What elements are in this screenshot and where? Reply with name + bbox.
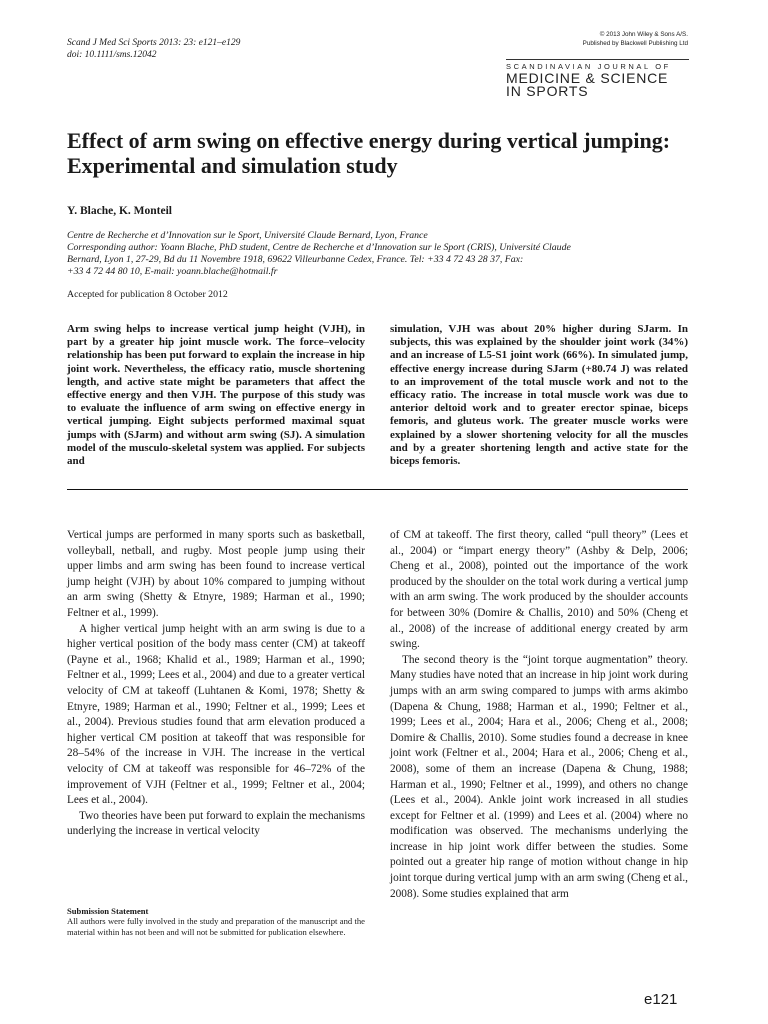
accepted-date: Accepted for publication 8 October 2012 xyxy=(67,289,228,300)
abstract-left: Arm swing helps to increase vertical jump height (VJH), in part by a greater hip joint muscle work. The force–velocity relationship has been put forward to explain the increase in hip joint work. Nevertheless, the efficacy ratio, muscle shortening length, and active state might be parameters that affect the effective energy and then VJH. The purpose of this study was to evaluate the influence of arm swing on effective energy in vertical jumping. Eight subjects performed maximal squat jumps with (SJarm) and without arm swing (SJ). A simulation model of the musculo-skeletal system was applied. For subjects and xyxy=(67,323,365,468)
body-paragraph: The second theory is the “joint torque augmentation” theory. Many studies have noted that an increase in hip joint work during jumps with an arm swing compared to jumps with arms akimbo (Dapena & Chung, 1988; Harman et al., 1990; Feltner et al., 1999; Lees et al., 2004; Hara et al., 2006; Cheng et al., 2008; Domire & Challis, 2010). Some studies found a decrease in knee joint work (Feltner et al., 2004; Hara et al., 2006; Cheng et al., 2008), some of them an increase (Dapena & Chung, 1988; Harman et al., 1990; Feltner et al., 1999), and others no change (Lees et al., 2004). Ankle joint work increased in all studies except for Feltner et al. (1999) and Lees et al. (2004) where no modification was observed. The mechanisms underlying the increase in hip joint work differ between the studies. Some pointed out a greater hip range of motion without change in hip joint torque during vertical jump with an arm swing (Cheng et al., 2008). Some studies explained that arm xyxy=(390,653,688,900)
section-divider xyxy=(67,489,688,490)
body-left-column xyxy=(67,528,365,840)
authors: Y. Blache, K. Monteil xyxy=(67,205,172,217)
citation-header xyxy=(67,37,240,61)
journal-rule xyxy=(506,59,689,60)
journal-name-line3: IN SPORTS xyxy=(506,82,589,99)
title-line: Effect of arm swing on effective energy during vertical jumping: xyxy=(67,128,671,153)
body-paragraph: of CM at takeoff. The first theory, called “pull theory” (Lees et al., 2004) or “impart energy theory” (Ashby & Delp, 2006; Cheng et al., 2008), pointed out the importance of the work produced by the shoulder on the total work during a vertical jump with an arm swing. The work produced by the shoulder accounts for between 30% (Domire & Challis, 2010) and 50% (Cheng et al., 2008) of the increase of additional energy created by arm swing. xyxy=(390,529,688,651)
title-line: Experimental and simulation study xyxy=(67,153,398,178)
submission-heading: Submission Statement xyxy=(67,906,149,916)
doi-line: doi: 10.1111/sms.12042 xyxy=(67,50,157,60)
journal-name-line2: MEDICINE & SCIENCE xyxy=(506,69,669,86)
article-title xyxy=(67,128,707,178)
copyright-line: © 2013 John Wiley & Sons A/S. xyxy=(599,31,688,38)
affiliation-line: +33 4 72 44 80 10, E-mail: yoann.blache@hotmail.fr xyxy=(67,266,278,277)
publisher-info xyxy=(583,30,688,48)
page-number: e121 xyxy=(644,991,678,1008)
publisher-line: Published by Blackwell Publishing Ltd xyxy=(582,40,688,47)
affiliation xyxy=(67,230,707,278)
affiliation-line: Bernard, Lyon 1, 27-29, Bd du 11 Novembre 1918, 69622 Villeurbanne Cedex, France. Tel: +33 4 72 43 28 37, Fax: xyxy=(67,254,524,265)
body-paragraph: A higher vertical jump height with an arm swing is due to a higher vertical position of the body mass center (CM) at takeoff (Payne et al., 1968; Khalid et al., 1989; Harman et al., 1990; Feltner et al., 1999; Lees et al., 2004) and due to a greater vertical velocity of CM at takeoff (Luhtanen & Komi, 1978; Shetty & Etnyre, 1989; Harman et al., 1990; Feltner et al., 1999; Lees et al., 2004). Previous studies found that arm elevation produced a higher vertical CM position at takeoff that was responsible for 28–54% of the increase in VJH. The increase in the vertical velocity of CM at takeoff was responsible for 46–72% of the improvement of VJH (Feltner et al., 1999; Feltner et al., 2004; Lees et al., 2004). xyxy=(67,622,365,807)
abstract-right: simulation, VJH was about 20% higher during SJarm. In subjects, this was explained by the shoulder joint work (34%) and an increase of L5-S1 joint work (66%). In simulated jump, effective energy increase during SJarm (+80.74 J) was related to an improvement of the total muscle work and not to the efficacy ratio. The increase in total muscle work was due to anterior deltoid work and to greater erector spinae, biceps femoris, and gluteus work. The greater muscle works were explained by a slower shortening velocity for all the muscles and by a greater shortening length and active state for the biceps femoris. xyxy=(390,323,688,468)
affiliation-line: Corresponding author: Yoann Blache, PhD student, Centre de Recherche et d’Innovation sur le Sport (CRIS), Université Claude xyxy=(67,242,571,253)
journal-name-line1: SCANDINAVIAN JOURNAL OF xyxy=(506,61,671,71)
journal-logo xyxy=(506,59,689,98)
affiliation-line: Centre de Recherche et d’Innovation sur le Sport, Université Claude Bernard, Lyon, France xyxy=(67,230,428,241)
submission-text: All authors were fully involved in the study and preparation of the manuscript and the material within has not been and will not be submitted for publication elsewhere. xyxy=(67,916,365,937)
body-right-column xyxy=(390,528,688,902)
body-paragraph: Two theories have been put forward to explain the mechanisms underlying the increase in vertical velocity xyxy=(67,809,365,838)
submission-statement xyxy=(67,906,365,937)
citation-line: Scand J Med Sci Sports 2013: 23: e121–e129 xyxy=(67,38,241,48)
body-paragraph: Vertical jumps are performed in many sports such as basketball, volleyball, netball, and rugby. Most people jump using their upper limbs and arm swing has been found to increase vertical jump height (VJH) by about 10% compared to jumping without an arm swing (Shetty & Etnyre, 1989; Harman et al., 1990; Feltner et al., 1999). xyxy=(67,529,365,619)
